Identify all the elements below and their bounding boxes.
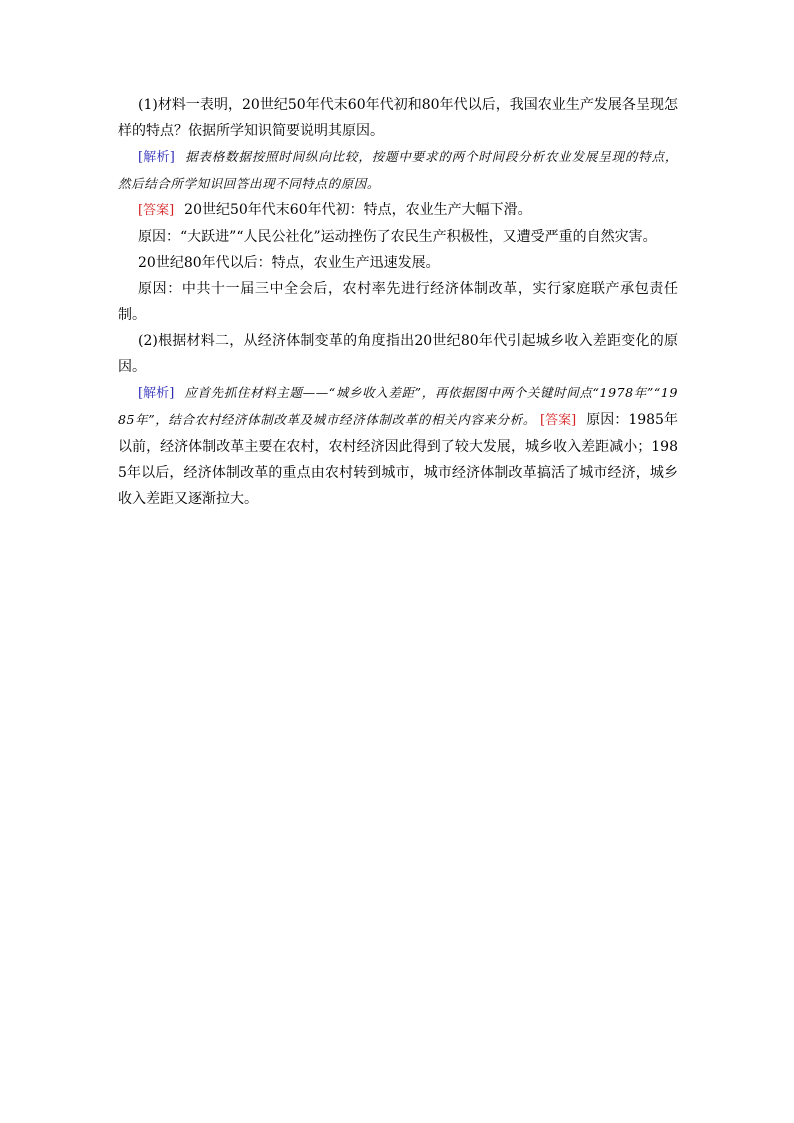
question-2-analysis-answer — [118, 380, 678, 512]
document-content — [118, 92, 678, 512]
analysis-label: [解析] — [138, 150, 175, 165]
question-1-answer-line-1 — [118, 197, 678, 224]
analysis-text: 据表格数据按照时间纵向比较，按题中要求的两个时间段分析农业发展呈现的特点，然后结合所学知识回答出现不同特点的原因。 — [118, 149, 679, 191]
question-1-answer-line-3: 20世纪80年代以后：特点，农业生产迅速发展。 — [138, 255, 440, 271]
question-1: (1)材料一表明，20世纪50年代末60年代初和80年代以后，我国农业生产发展各呈现怎样的特点？依据所学知识简要说明其原因。 — [118, 97, 678, 139]
answer-text: 20世纪50年代末60年代初：特点，农业生产大幅下滑。 — [184, 202, 532, 218]
question-1-answer-line-2: 原因：“大跃进”“人民公社化”运动挫伤了农民生产积极性，又遭受严重的自然灾害。 — [138, 229, 657, 245]
analysis-label: [解析] — [138, 386, 175, 401]
question-1-analysis — [118, 144, 678, 197]
answer-text: 原因：1985年以前，经济体制改革主要在农村，农村经济因此得到了较大发展，城乡收入差距减小；1985年以后，经济体制改革的重点由农村转到城市，城市经济体制改革搞活了城市经济，城乡收入差距又逐渐拉大。 — [118, 412, 678, 507]
analysis-text: 应首先抓住材料主题——“城乡收入差距”，再依据图中两个关键时间点“1978年”“1985年”，结合农村经济体制改革及城市经济体制改革的相关内容来分析。 — [118, 385, 678, 427]
question-1-answer-line-4: 原因：中共十一届三中全会后，农村率先进行经济体制改革，实行家庭联产承包责任制。 — [118, 281, 678, 323]
answer-label: [答案] — [539, 413, 577, 428]
answer-label: [答案] — [138, 203, 175, 218]
question-2: (2)根据材料二，从经济体制变革的角度指出20世纪80年代引起城乡收入差距变化的原因。 — [118, 333, 678, 375]
